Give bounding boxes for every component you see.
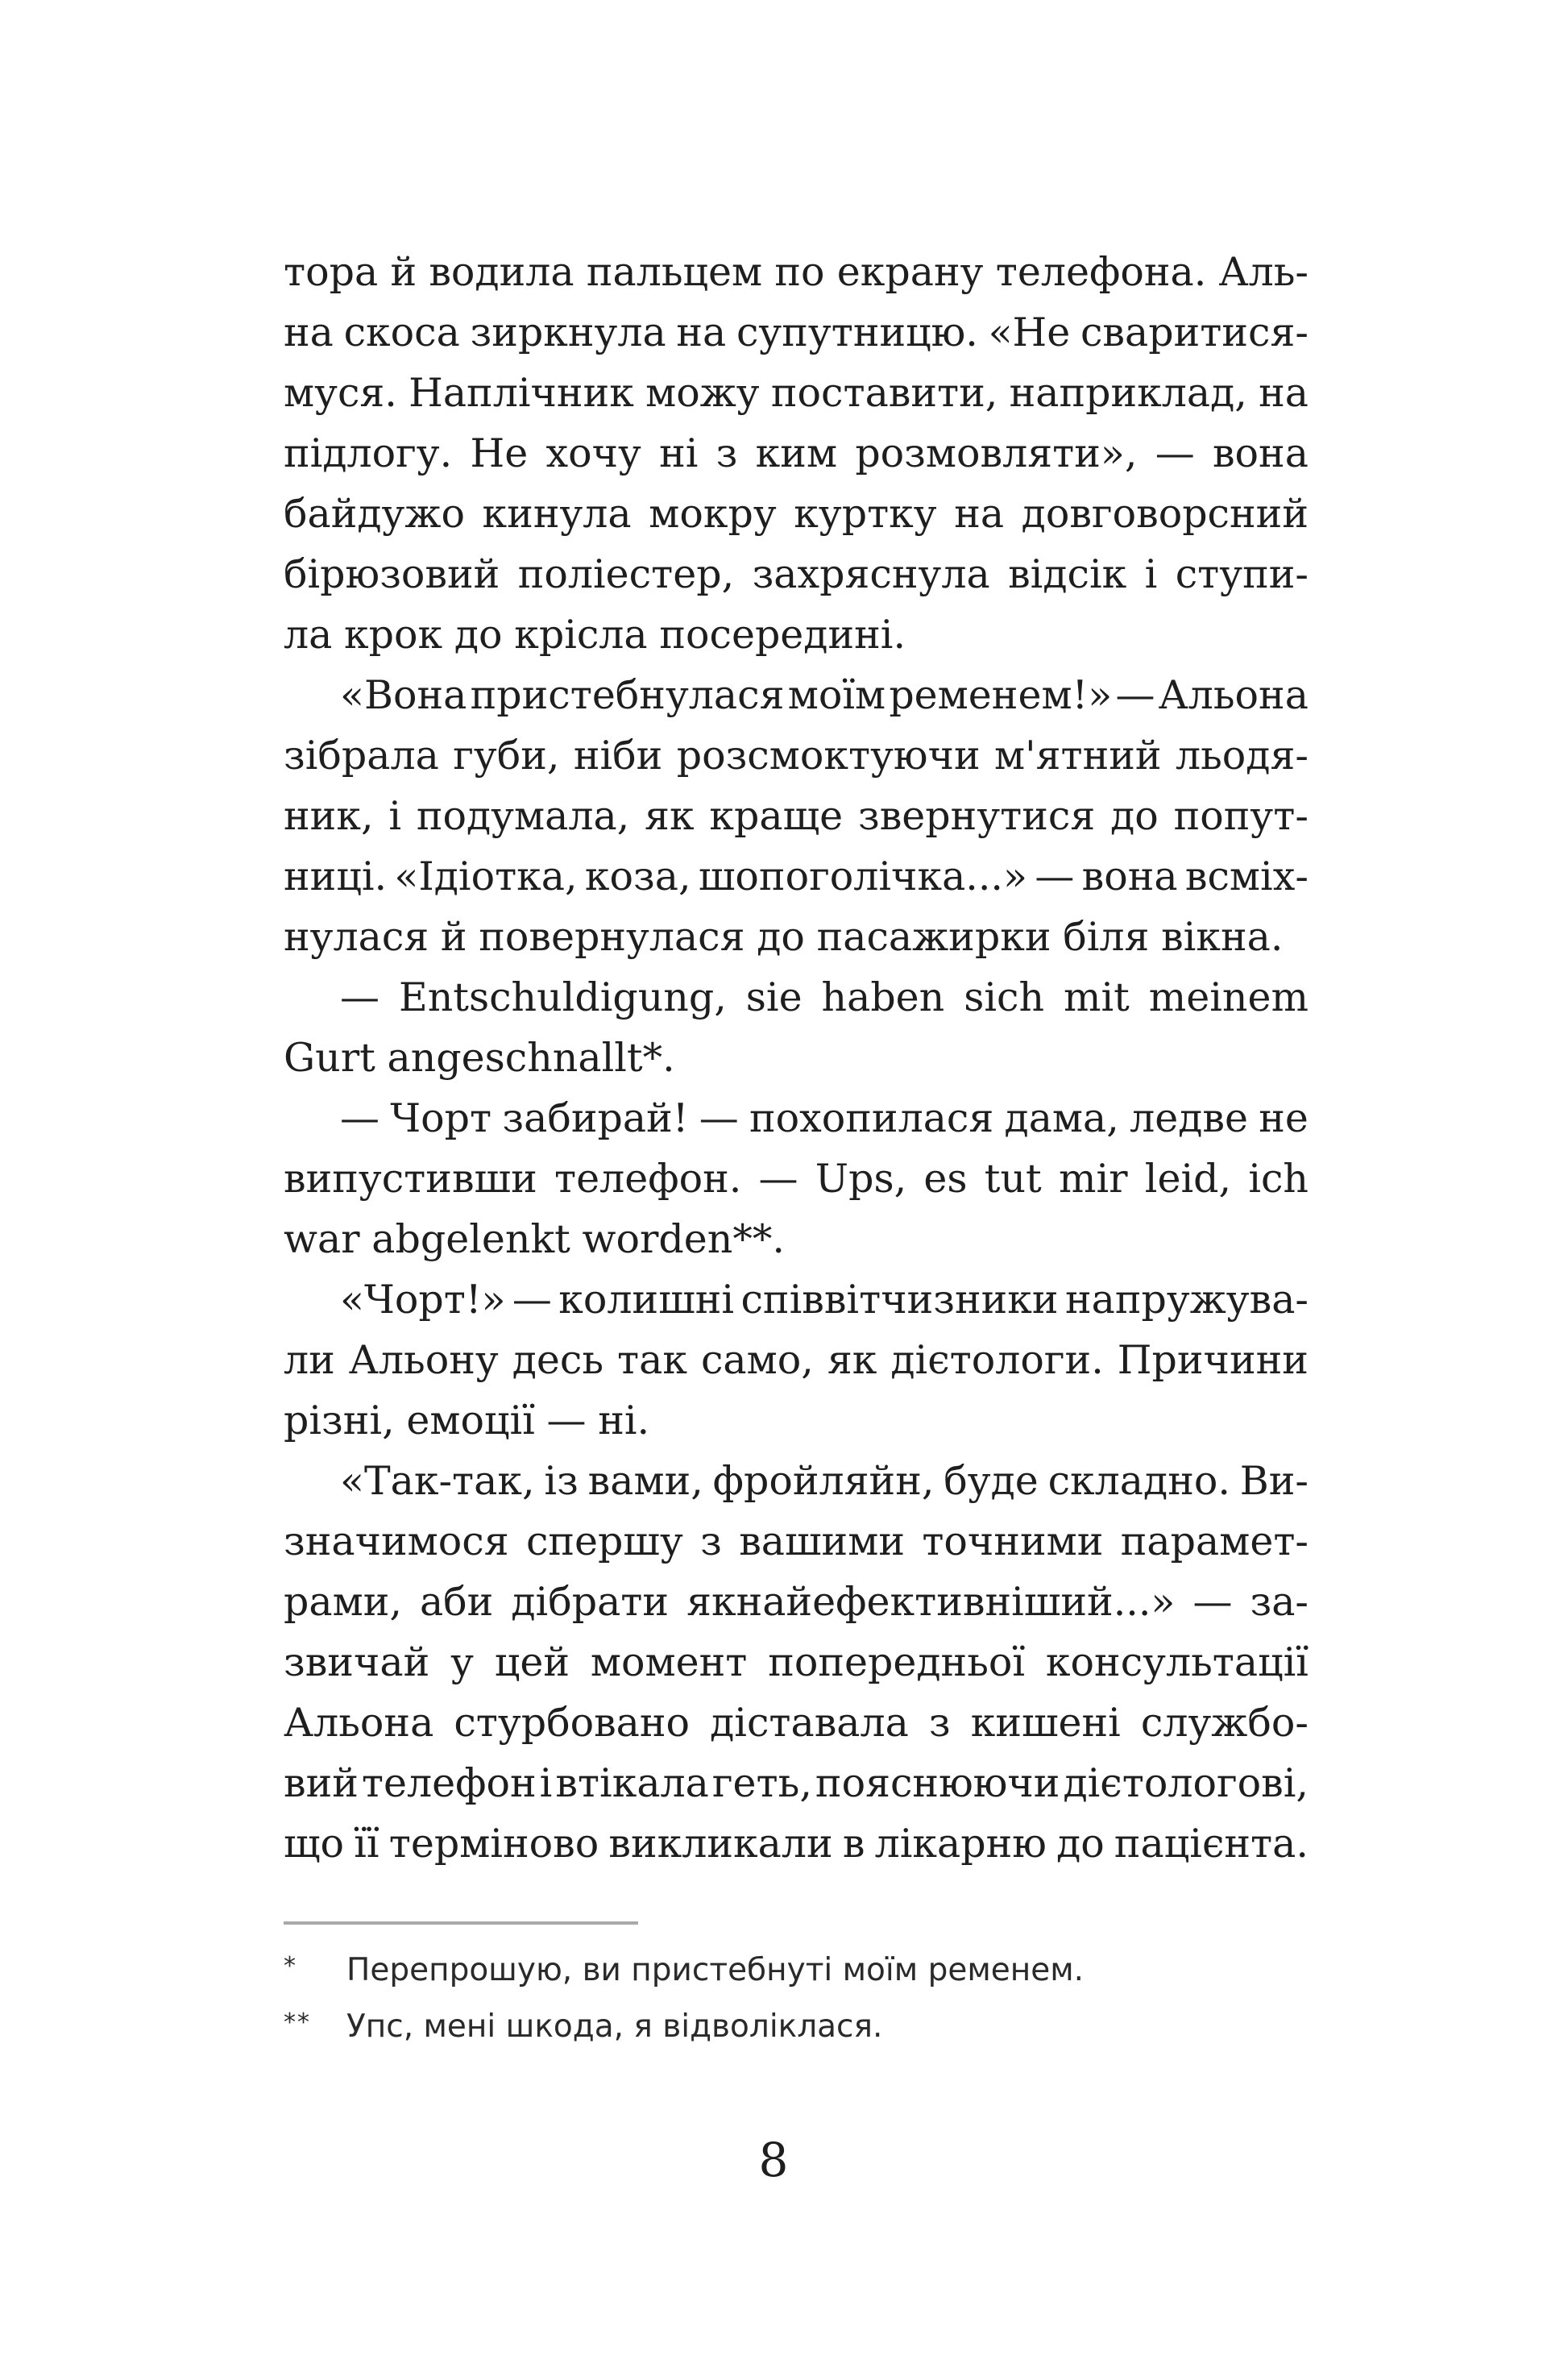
word: шопоголічка...»	[698, 854, 1027, 899]
word: до	[1056, 1821, 1105, 1867]
word: попут-	[1173, 793, 1309, 839]
word: tut	[984, 1156, 1042, 1202]
text-line	[284, 967, 1309, 1028]
word: кишені	[970, 1700, 1121, 1746]
word: довговорсний	[1021, 491, 1309, 537]
text-line	[284, 544, 1309, 604]
footnote-1-mark: *	[284, 1952, 297, 1980]
word: дієтологові,	[1063, 1760, 1309, 1806]
word: Альона	[1158, 672, 1309, 718]
word: —	[340, 974, 379, 1020]
word: пацієнта.	[1114, 1821, 1309, 1867]
word: так	[617, 1337, 687, 1383]
word: співвітчизники	[740, 1277, 1059, 1323]
word: не	[1259, 1095, 1309, 1141]
word: діставала	[710, 1700, 909, 1746]
word: ніби	[573, 733, 663, 779]
word: крок	[344, 612, 443, 658]
text-line	[284, 725, 1309, 786]
word: зібрала	[284, 733, 439, 779]
text-line	[284, 1511, 1309, 1572]
word: лікарню	[874, 1821, 1047, 1867]
word: вона	[1212, 430, 1309, 476]
word: різні,	[284, 1398, 395, 1443]
word: ниці.	[284, 854, 388, 899]
word: в	[842, 1821, 865, 1867]
word: Аль-	[1218, 249, 1309, 295]
word: Наплічник	[409, 370, 634, 416]
word: Ви-	[1239, 1458, 1309, 1504]
word: вона	[1081, 854, 1178, 899]
word: складно.	[1047, 1458, 1230, 1504]
footnote-1-text: Перепрошую, ви пристебнуті моїм ременем.	[346, 1952, 1085, 1988]
word: пасажирки	[816, 914, 1051, 960]
word: краще	[709, 793, 844, 839]
word: Альона	[284, 1700, 434, 1746]
word: поліестер,	[517, 551, 735, 597]
word: —	[546, 1398, 587, 1443]
word: всміх-	[1184, 854, 1309, 899]
text-line	[284, 302, 1309, 363]
word: скоса	[343, 309, 460, 355]
word: —	[1192, 1579, 1233, 1625]
text-line	[284, 846, 1309, 907]
word: і	[539, 1760, 553, 1806]
word: angeschnallt*.	[387, 1035, 675, 1081]
word: на	[1259, 370, 1309, 416]
word: підлогу.	[284, 430, 453, 476]
word: es	[923, 1156, 968, 1202]
word: екрану	[836, 249, 984, 295]
word: емоції	[406, 1398, 535, 1443]
word: водила	[429, 249, 574, 295]
word: ні.	[598, 1398, 650, 1443]
word: рами,	[284, 1579, 402, 1625]
text-line	[284, 907, 1309, 967]
word: ні	[659, 430, 699, 476]
word: дієтологи.	[890, 1337, 1104, 1383]
word: з	[715, 430, 738, 476]
word: sich	[964, 974, 1045, 1020]
word: пристебнулася	[470, 672, 785, 718]
text-line	[284, 1330, 1309, 1390]
word: кинула	[482, 491, 632, 537]
word: і	[388, 793, 402, 839]
word: терміново	[388, 1821, 599, 1867]
word: —	[1155, 430, 1195, 476]
text-line	[284, 1753, 1309, 1813]
footnotes	[284, 1942, 1309, 2055]
word: стурбовано	[454, 1700, 691, 1746]
text-line	[284, 1572, 1309, 1632]
word: розсмоктуючи	[676, 733, 981, 779]
word: «Ідіотка,	[394, 854, 578, 899]
word: колишні	[558, 1277, 735, 1323]
word: службо-	[1140, 1700, 1309, 1746]
text-line	[284, 1390, 1309, 1451]
text-line	[284, 1209, 1309, 1269]
word: —	[1035, 854, 1075, 899]
word: до	[454, 612, 503, 658]
word: на	[954, 491, 1005, 537]
word: її	[354, 1821, 379, 1867]
word: ли	[284, 1337, 335, 1383]
word: до	[757, 914, 805, 960]
word: подумала,	[416, 793, 630, 839]
word: haben	[821, 974, 945, 1020]
word: як	[645, 793, 695, 839]
text-line	[284, 1028, 1309, 1088]
word: вікна.	[1161, 914, 1284, 960]
footnote-2	[284, 1999, 1309, 2055]
word: геть,	[711, 1760, 812, 1806]
word: куртку	[794, 491, 937, 537]
word: —	[512, 1277, 552, 1323]
word: тора	[284, 249, 379, 295]
word: war	[284, 1216, 360, 1262]
text-line	[284, 604, 1309, 665]
word: —	[758, 1156, 798, 1202]
word: аби	[419, 1579, 494, 1625]
word: до	[1110, 793, 1159, 839]
word: як	[827, 1337, 877, 1383]
word: зиркнула	[470, 309, 666, 355]
text-line	[284, 423, 1309, 484]
word: з	[700, 1518, 722, 1564]
word: бірюзовий	[284, 551, 500, 597]
word: мокру	[649, 491, 777, 537]
word: розмовляти»,	[855, 430, 1138, 476]
word: льодя-	[1175, 733, 1309, 779]
word: ступи-	[1175, 551, 1309, 597]
word: на	[284, 309, 334, 355]
word: abgelenkt	[371, 1216, 570, 1262]
text-line	[284, 1088, 1309, 1148]
word: момент	[590, 1639, 748, 1685]
word: телефона.	[995, 249, 1207, 295]
word: —	[1115, 672, 1155, 718]
word: випустивши	[284, 1156, 537, 1202]
word: байдужо	[284, 491, 465, 537]
footnote-1	[284, 1942, 1309, 1999]
page-number: 8	[758, 2133, 789, 2187]
word: похопилася	[749, 1095, 994, 1141]
word: пальцем	[586, 249, 763, 295]
word: фройляйн,	[712, 1458, 935, 1504]
word: за-	[1250, 1579, 1309, 1625]
footnote-2-mark: **	[284, 2008, 311, 2037]
word: у	[450, 1639, 474, 1685]
word: коза,	[584, 854, 691, 899]
word: муся.	[284, 370, 397, 416]
text-line	[284, 665, 1309, 725]
word: буде	[944, 1458, 1039, 1504]
word: парамет-	[1120, 1518, 1309, 1564]
word: вашими	[739, 1518, 905, 1564]
word: на	[676, 309, 727, 355]
word: з	[928, 1700, 951, 1746]
word: ник,	[284, 793, 374, 839]
word: worden**.	[582, 1216, 785, 1262]
word: Альону	[348, 1337, 499, 1383]
word: спершу	[525, 1518, 683, 1564]
word: ременем!»	[889, 672, 1113, 718]
word: Не	[470, 430, 529, 476]
text-line	[284, 1693, 1309, 1753]
word: й	[440, 914, 467, 960]
word: напружува-	[1064, 1277, 1309, 1323]
word: Причини	[1117, 1337, 1309, 1383]
word: крісла	[514, 612, 648, 658]
footnote-2-text: Упс, мені шкода, я відволіклася.	[346, 2008, 883, 2045]
text-line	[284, 1632, 1309, 1693]
word: дама,	[1004, 1095, 1119, 1141]
word: значимося	[284, 1518, 509, 1564]
text-line	[284, 242, 1309, 302]
word: leid,	[1144, 1156, 1232, 1202]
word: дібрати	[511, 1579, 670, 1625]
word: само,	[700, 1337, 814, 1383]
word: із	[544, 1458, 579, 1504]
word: десь	[512, 1337, 603, 1383]
word: консультації	[1045, 1639, 1309, 1685]
word: mit	[1063, 974, 1130, 1020]
word: посередині.	[659, 612, 906, 658]
word: цей	[494, 1639, 570, 1685]
footnote-separator	[284, 1921, 638, 1925]
word: відсік	[1008, 551, 1127, 597]
word: наприклад,	[1009, 370, 1247, 416]
text-line	[284, 1451, 1309, 1511]
word: ледве	[1130, 1095, 1248, 1141]
word: моїм	[787, 672, 886, 718]
word: «Чорт!»	[340, 1277, 506, 1323]
word: втікала	[555, 1760, 709, 1806]
page-body-text	[284, 242, 1309, 1874]
word: повернулася	[479, 914, 745, 960]
word: ла	[284, 612, 333, 658]
word: захряснула	[752, 551, 990, 597]
word: м'ятний	[994, 733, 1162, 779]
word: вий	[284, 1760, 359, 1806]
word: точними	[922, 1518, 1104, 1564]
text-line	[284, 786, 1309, 846]
word: біля	[1063, 914, 1150, 960]
word: Ups,	[815, 1156, 907, 1202]
word: Gurt	[284, 1035, 375, 1081]
word: mir	[1058, 1156, 1128, 1202]
word: хочу	[545, 430, 641, 476]
text-line	[284, 484, 1309, 544]
text-line	[284, 1148, 1309, 1209]
word: «Не	[988, 309, 1071, 355]
word: поставити,	[770, 370, 998, 416]
word: сваритися-	[1080, 309, 1309, 355]
word: звичай	[284, 1639, 430, 1685]
word: забирай!	[502, 1095, 689, 1141]
word: і	[1144, 551, 1158, 597]
word: й	[390, 249, 417, 295]
word: «Вона	[340, 672, 467, 718]
text-line	[284, 1813, 1309, 1874]
word: що	[284, 1821, 345, 1867]
word: вами,	[587, 1458, 703, 1504]
word: можу	[645, 370, 760, 416]
word: —	[699, 1095, 739, 1141]
word: телефон.	[554, 1156, 742, 1202]
word: «Так-так,	[340, 1458, 535, 1504]
text-line	[284, 363, 1309, 423]
word: пояснюючи	[815, 1760, 1060, 1806]
word: ich	[1248, 1156, 1309, 1202]
word: sie	[745, 974, 803, 1020]
word: —	[340, 1095, 379, 1141]
word: Чорт	[390, 1095, 492, 1141]
word: телефон	[361, 1760, 537, 1806]
word: попередньої	[768, 1639, 1026, 1685]
word: Entschuldigung,	[398, 974, 727, 1020]
word: викликали	[608, 1821, 833, 1867]
word: meinem	[1148, 974, 1309, 1020]
word: ким	[755, 430, 838, 476]
word: по	[774, 249, 825, 295]
word: якнайефективніший...»	[686, 1579, 1176, 1625]
word: губи,	[453, 733, 560, 779]
text-line	[284, 1269, 1309, 1330]
word: нулася	[284, 914, 429, 960]
word: супутницю.	[736, 309, 978, 355]
word: звернутися	[857, 793, 1096, 839]
